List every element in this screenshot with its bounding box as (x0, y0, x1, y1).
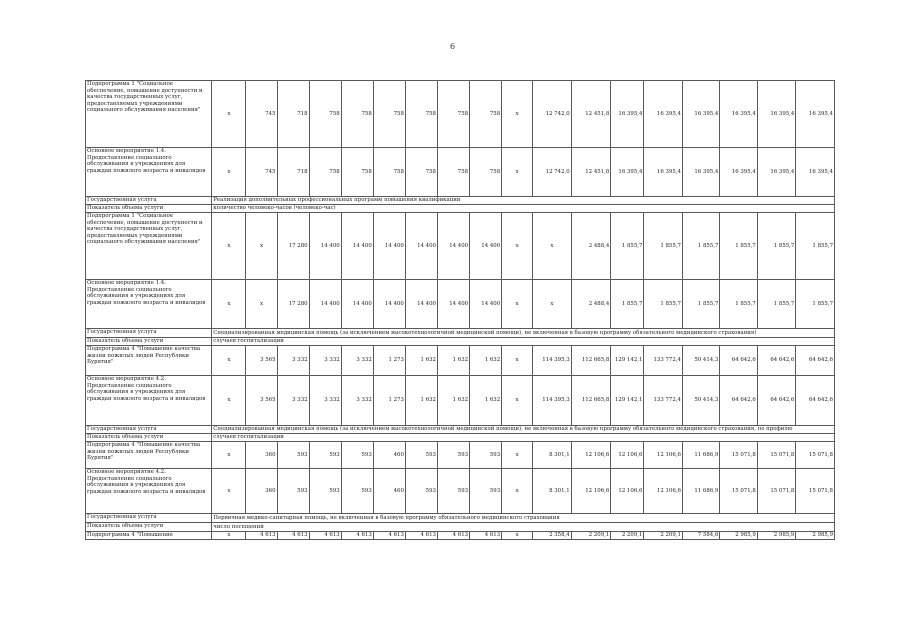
table-cell: 14 400 (405, 213, 437, 280)
table-cell: 3 332 (277, 376, 309, 426)
table-cell: 3 332 (309, 376, 341, 426)
table-cell: 112 665,8 (571, 376, 611, 426)
table-cell: 114 395,3 (533, 346, 572, 376)
table-cell: 12 742,0 (533, 148, 572, 197)
table-cell: 3 565 (246, 346, 277, 376)
service-info-row (86, 197, 835, 205)
table-row (86, 469, 835, 514)
table-cell: х (212, 346, 246, 376)
table-cell: 14 400 (309, 213, 341, 280)
table-cell: 1 273 (373, 376, 405, 426)
table-cell: 7 584,6 (682, 532, 719, 540)
row-label: Показатель объема услуги (86, 434, 212, 442)
row-label: Подпрограмма 1 "Социальное обеспечение, повышение доступности и качества государственных услуг, предоставляемых учреждениями социального обслуживания населения" (86, 213, 212, 280)
row-label: Показатель объема услуги (86, 523, 212, 532)
table-row (86, 81, 835, 148)
table-cell: 12 106,6 (571, 469, 611, 514)
table-cell: 2 209,1 (644, 532, 683, 540)
table-cell: 593 (277, 469, 309, 514)
table-cell: 4 613 (309, 532, 341, 540)
table-cell: 64 642,6 (757, 346, 796, 376)
table-cell: х (533, 213, 572, 280)
table-cell: 14 400 (373, 213, 405, 280)
row-label: Основное мероприятие 4.2. Предоставление социального обслуживания в учреждениях для граждан пожилого возраста и инвалидов (86, 376, 212, 426)
table-cell: х (502, 81, 533, 148)
table-cell: 3 332 (341, 346, 373, 376)
table-row (86, 532, 835, 540)
table-cell: 4 613 (341, 532, 373, 540)
table-cell: 1 632 (405, 376, 437, 426)
table-cell: 1 632 (405, 346, 437, 376)
table-cell: х (212, 213, 246, 280)
table-cell: 12 451,8 (571, 148, 611, 197)
table-cell: 12 742,0 (533, 81, 572, 148)
table-cell: 14 400 (405, 280, 437, 329)
table-cell: 133 772,4 (644, 376, 683, 426)
table-cell: 64 642,6 (757, 376, 796, 426)
table-body (86, 81, 835, 540)
table-cell: х (533, 280, 572, 329)
row-label: Государственная услуга (86, 514, 212, 523)
table-cell: х (246, 280, 277, 329)
row-label: Показатель объема услуги (86, 338, 212, 346)
table-cell: 4 613 (437, 532, 469, 540)
table-cell: 2 985,9 (757, 532, 796, 540)
table-row (86, 213, 835, 280)
table-cell: 758 (437, 148, 469, 197)
table-cell: 1 855,7 (757, 213, 796, 280)
row-label: Государственная услуга (86, 329, 212, 338)
table-cell: 2 358,4 (533, 532, 572, 540)
service-info-row (86, 434, 835, 442)
service-description: количество человеко-часов (человеко-час) (212, 205, 835, 213)
table-cell: 12 106,6 (611, 442, 644, 469)
table-cell: 114 395,3 (533, 376, 572, 426)
table-cell: 16 395,4 (682, 81, 719, 148)
table-cell: 12 451,8 (571, 81, 611, 148)
table-cell: 64 642,6 (796, 376, 835, 426)
table-cell: 758 (309, 148, 341, 197)
table-cell: 1 855,7 (720, 280, 757, 329)
table-cell: 16 395,4 (644, 81, 683, 148)
table-cell: 745 (246, 81, 277, 148)
table-cell: 2 985,9 (796, 532, 835, 540)
service-info-row (86, 338, 835, 346)
table-cell: х (502, 346, 533, 376)
page-number: 6 (449, 42, 456, 51)
table-cell: 1 855,7 (611, 213, 644, 280)
table-cell: 1 632 (470, 346, 502, 376)
table-cell: х (212, 442, 246, 469)
table-cell: 593 (405, 469, 437, 514)
table-cell: 593 (309, 442, 341, 469)
table-cell: 11 686,9 (682, 442, 719, 469)
service-description: Специализированная медицинская помощь (за исключением высокотехнологичной медицинской помощи), не включенная в базовую программу обязательного медицинского страхования, по профилю (212, 426, 835, 434)
table-cell: 16 395,4 (757, 81, 796, 148)
row-label: Основное мероприятие 4.2. Предоставление социального обслуживания в учреждениях для граждан пожилого возраста и инвалидов (86, 469, 212, 514)
table-cell: 14 400 (470, 213, 502, 280)
table-cell: 758 (309, 81, 341, 148)
table-cell: 64 642,6 (720, 346, 757, 376)
table-cell: 14 400 (309, 280, 341, 329)
table-cell: 17 280 (277, 213, 309, 280)
budget-table (85, 80, 835, 540)
table-cell: 129 142,1 (611, 346, 644, 376)
table-cell: х (502, 213, 533, 280)
table-cell: 14 400 (437, 280, 469, 329)
table-cell: 14 400 (373, 280, 405, 329)
table-cell: 460 (373, 442, 405, 469)
table-cell: 718 (277, 81, 309, 148)
table-cell: 14 400 (341, 213, 373, 280)
table-cell: 2 488,4 (571, 213, 611, 280)
table-cell: 15 071,8 (720, 442, 757, 469)
table-cell: 3 565 (246, 376, 277, 426)
table-cell: 593 (341, 469, 373, 514)
service-description: Специализированная медицинская помощь (за исключением высокотехнологичной медицинской помощи), не включенная в базовую программу обязательного медицинского страхования) (212, 329, 835, 338)
table-cell: 64 642,6 (720, 376, 757, 426)
table-cell: 593 (341, 442, 373, 469)
table-cell: 14 400 (341, 280, 373, 329)
table-cell: х (246, 213, 277, 280)
table-cell: 1 855,7 (682, 280, 719, 329)
table-cell: 1 855,7 (720, 213, 757, 280)
table-cell: 16 395,4 (682, 148, 719, 197)
table-row (86, 376, 835, 426)
table-cell: 1 855,7 (757, 280, 796, 329)
table-cell: 12 106,6 (644, 469, 683, 514)
table-cell: 593 (470, 442, 502, 469)
table-cell: 360 (246, 469, 277, 514)
table-cell: 460 (373, 469, 405, 514)
table-cell: 16 395,4 (796, 148, 835, 197)
table-cell: 1 632 (437, 376, 469, 426)
table-cell: 2 209,1 (611, 532, 644, 540)
row-label: Подпрограмма 1 "Социальное обеспечение, повышение доступности и качества государственных услуг, предоставляемых учреждениями социального обслуживания населения" (86, 81, 212, 148)
table-cell: 50 414,3 (682, 376, 719, 426)
table-cell: 16 395,4 (720, 81, 757, 148)
service-description: Первичная медико-санитарная помощь, не включенная в базовую программу обязательного медицинского страхования (212, 514, 835, 523)
service-info-row (86, 329, 835, 338)
table-cell: 15 071,8 (757, 469, 796, 514)
table-cell: х (502, 376, 533, 426)
table-cell: 1 855,7 (644, 213, 683, 280)
service-description: случаев госпитализации (212, 434, 835, 442)
table-cell: 16 395,4 (611, 81, 644, 148)
table-cell: 14 400 (437, 213, 469, 280)
table-cell: 758 (373, 81, 405, 148)
service-info-row (86, 205, 835, 213)
table-cell: 758 (470, 81, 502, 148)
table-cell: 2 985,9 (720, 532, 757, 540)
table-cell: 593 (437, 469, 469, 514)
table-cell: 1 855,7 (644, 280, 683, 329)
table-cell: 718 (277, 148, 309, 197)
service-description: число посещений (212, 523, 835, 532)
table-cell: 1 273 (373, 346, 405, 376)
table-cell: 133 772,4 (644, 346, 683, 376)
table-cell: 12 106,6 (571, 442, 611, 469)
table-cell: 4 613 (470, 532, 502, 540)
table-cell: 4 613 (405, 532, 437, 540)
table-cell: 758 (405, 148, 437, 197)
table-cell: 1 855,7 (682, 213, 719, 280)
table-cell: 15 071,8 (720, 469, 757, 514)
table-cell: 3 332 (341, 376, 373, 426)
table-cell: 17 280 (277, 280, 309, 329)
row-label: Государственная услуга (86, 426, 212, 434)
table-row (86, 148, 835, 197)
table-cell: 16 395,4 (757, 148, 796, 197)
table-cell: 758 (341, 81, 373, 148)
table-cell: 4 613 (373, 532, 405, 540)
table-cell: х (212, 81, 246, 148)
table-cell: 360 (246, 442, 277, 469)
table-cell: 593 (437, 442, 469, 469)
table-cell: 1 855,7 (611, 280, 644, 329)
table-cell: 11 686,9 (682, 469, 719, 514)
service-info-row (86, 514, 835, 523)
service-description: Реализация дополнительных профессиональных программ повышения квалификации (212, 197, 835, 205)
row-label: Подпрограмма 4 "Повышение качества жизни пожилых людей Республики Бурятия" (86, 442, 212, 469)
table-cell: х (212, 532, 246, 540)
table-cell: х (502, 148, 533, 197)
table-cell: 1 855,7 (796, 213, 835, 280)
table-cell: 745 (246, 148, 277, 197)
table-cell: х (212, 469, 246, 514)
table-row (86, 442, 835, 469)
table-cell: 758 (470, 148, 502, 197)
table-cell: х (502, 280, 533, 329)
table-cell: х (212, 148, 246, 197)
table-cell: 64 642,6 (796, 346, 835, 376)
table-cell: 12 106,6 (611, 469, 644, 514)
service-info-row (86, 523, 835, 532)
table-cell: 2 488,4 (571, 280, 611, 329)
table-cell: 3 332 (309, 346, 341, 376)
table-cell: 4 613 (246, 532, 277, 540)
table-cell: 1 632 (437, 346, 469, 376)
row-label: Показатель объема услуги (86, 205, 212, 213)
table-cell: 16 395,4 (796, 81, 835, 148)
table-cell: 112 665,8 (571, 346, 611, 376)
table-cell: 2 209,1 (571, 532, 611, 540)
service-description: случаев госпитализации (212, 338, 835, 346)
table-cell: 758 (373, 148, 405, 197)
table-cell: х (212, 280, 246, 329)
table-cell: 1 632 (470, 376, 502, 426)
table-cell: 14 400 (470, 280, 502, 329)
table-cell: 16 395,4 (644, 148, 683, 197)
table-cell: 129 142,1 (611, 376, 644, 426)
table-row (86, 346, 835, 376)
row-label: Государственная услуга (86, 197, 212, 205)
table-cell: 15 071,8 (757, 442, 796, 469)
row-label: Основное мероприятие 1.4. Предоставление социального обслуживания в учреждениях для граждан пожилого возраста и инвалидов (86, 280, 212, 329)
table-cell: 4 613 (277, 532, 309, 540)
table-cell: х (502, 469, 533, 514)
table-cell: х (502, 442, 533, 469)
table-cell: 16 395,4 (720, 148, 757, 197)
table-cell: 15 071,8 (796, 442, 835, 469)
table-cell: 593 (309, 469, 341, 514)
table-cell: 758 (405, 81, 437, 148)
table-cell: 8 301,1 (533, 469, 572, 514)
row-label: Подпрограмма 4 "Повышение (86, 532, 212, 540)
table-cell: 593 (470, 469, 502, 514)
service-info-row (86, 426, 835, 434)
table-cell: 1 855,7 (796, 280, 835, 329)
row-label: Основное мероприятие 1.4. Предоставление социального обслуживания в учреждениях для граждан пожилого возраста и инвалидов (86, 148, 212, 197)
table-cell: 593 (277, 442, 309, 469)
table-cell: 3 332 (277, 346, 309, 376)
table-cell: 758 (341, 148, 373, 197)
table-cell: 593 (405, 442, 437, 469)
table-cell: 758 (437, 81, 469, 148)
table-row (86, 280, 835, 329)
table-cell: 12 106,6 (644, 442, 683, 469)
table-cell: х (502, 532, 533, 540)
row-label: Подпрограмма 4 "Повышение качества жизни пожилых людей Республики Бурятия" (86, 346, 212, 376)
table-cell: 15 071,8 (796, 469, 835, 514)
table-cell: 8 301,1 (533, 442, 572, 469)
table-cell: 50 414,3 (682, 346, 719, 376)
table-cell: 16 395,4 (611, 148, 644, 197)
table-cell: х (212, 376, 246, 426)
